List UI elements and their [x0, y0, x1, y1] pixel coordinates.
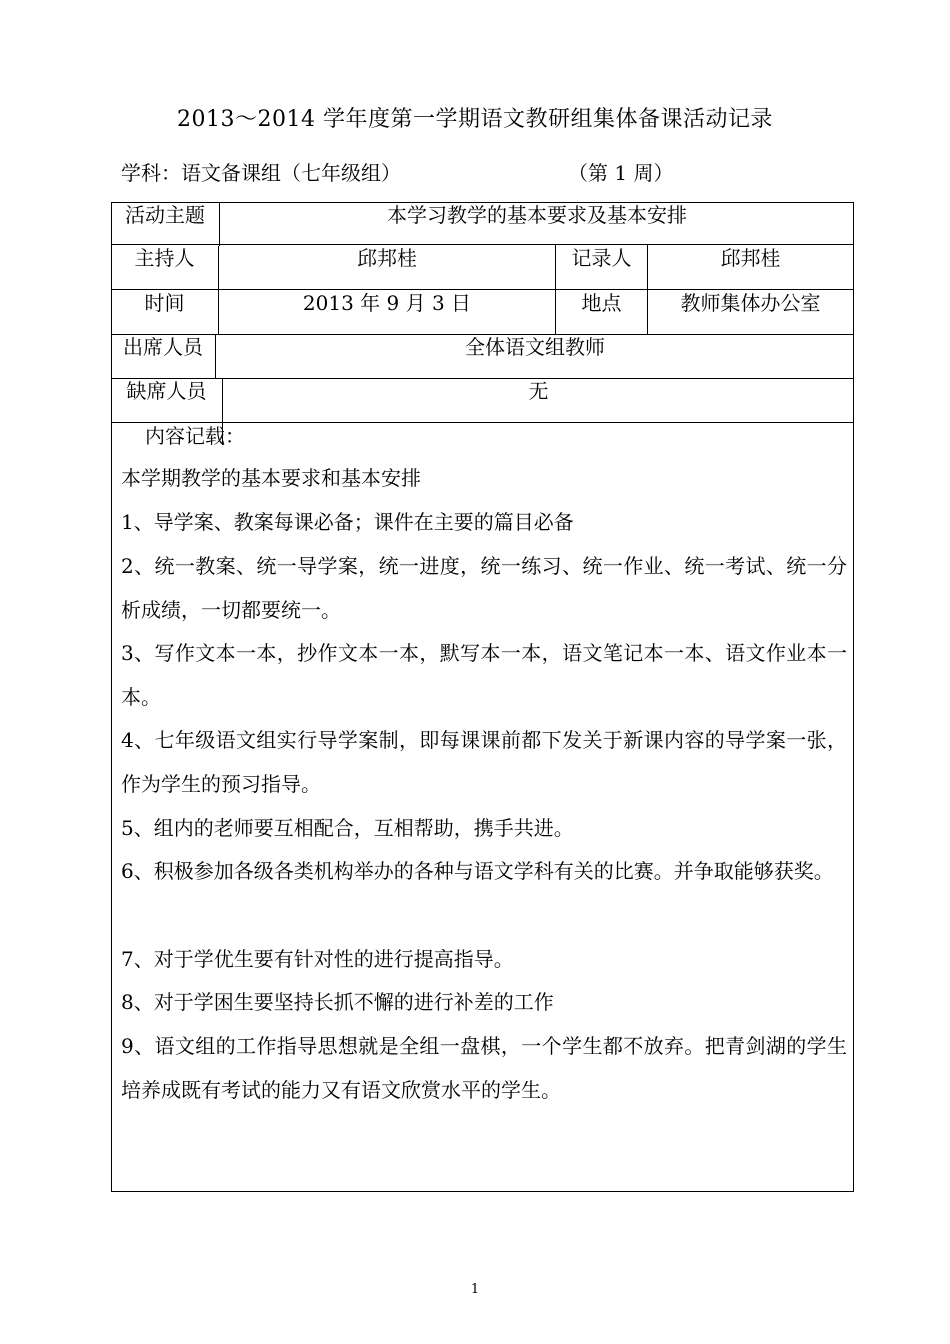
- table-border-bottom: [111, 1191, 854, 1192]
- place-label: 地点: [581, 291, 622, 315]
- content-paragraph: 8、对于学困生要坚持长抓不懈的进行补差的工作: [121, 990, 554, 1014]
- place-value: 教师集体办公室: [680, 291, 821, 315]
- content-paragraph: 5、组内的老师要互相配合，互相帮助，携手共进。: [121, 816, 574, 840]
- page-number: 1: [470, 1282, 480, 1297]
- content-paragraph: 9、语文组的工作指导思想就是全组一盘棋，一个学生都不放弃。把青剑湖的学生培养成既有考试的能力又有语文欣赏水平的学生。: [121, 1034, 847, 1102]
- content-paragraph: 本学期教学的基本要求和基本安排: [121, 466, 421, 490]
- content-paragraph: 2、统一教案、统一导学案，统一进度，统一练习、统一作业、统一考试、统一分析成绩，一切都要统一。: [121, 554, 847, 622]
- absent-label: 缺席人员: [126, 379, 207, 403]
- attendees-label: 出席人员: [123, 335, 203, 359]
- host-label: 主持人: [134, 246, 195, 270]
- topic-label: 活动主题: [125, 203, 205, 227]
- document-title: 2013～2014 学年度第一学期语文教研组集体备课活动记录: [177, 107, 773, 132]
- subject-line: 学科：语文备课组（七年级组）: [121, 161, 401, 185]
- topic-value: 本学习教学的基本要求及基本安排: [387, 203, 687, 227]
- host-value: 邱邦桂: [357, 246, 417, 270]
- table-row-divider: [111, 289, 854, 290]
- content-paragraph: 7、对于学优生要有针对性的进行提高指导。: [121, 947, 514, 971]
- recorder-label: 记录人: [571, 246, 632, 270]
- attendees-value: 全体语文组教师: [465, 335, 605, 359]
- time-label: 时间: [144, 291, 185, 315]
- absent-value: 无: [528, 379, 549, 403]
- content-paragraph: 4、七年级语文组实行导学案制，即每课课前都下发关于新课内容的导学案一张，作为学生的预习指导。: [121, 728, 847, 796]
- content-paragraph: 3、写作文本一本，抄作文本一本，默写本一本，语文笔记本一本、语文作业本一本。: [121, 641, 847, 709]
- time-value: 2013 年 9 月 3 日: [302, 291, 472, 315]
- content-heading: 内容记载：: [145, 424, 245, 448]
- week-label: （第 1 周）: [568, 161, 674, 185]
- table-row-divider: [111, 244, 854, 245]
- content-paragraph: 6、积极参加各级各类机构举办的各种与语文学科有关的比赛。并争取能够获奖。: [121, 859, 834, 883]
- content-paragraph: 1、导学案、教案每课必备；课件在主要的篇目必备: [121, 510, 574, 534]
- recorder-value: 邱邦桂: [720, 246, 781, 270]
